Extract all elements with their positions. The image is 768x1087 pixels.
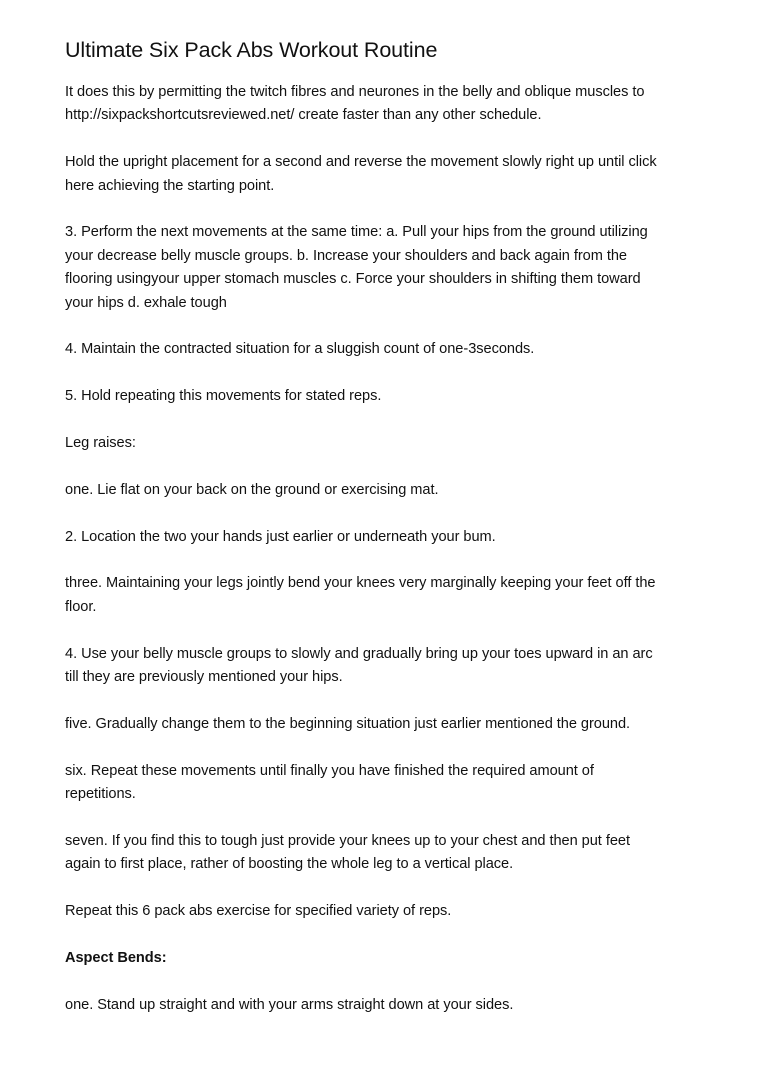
paragraph-line: one. Stand up straight and with your arms straight down at your sides. — [65, 996, 514, 1013]
paragraph-line: one. Lie flat on your back on the ground or exercising mat. — [65, 481, 439, 498]
paragraph — [65, 432, 715, 455]
paragraph-line: 3. Perform the next movements at the same time: a. Pull your hips from the ground utilizing — [65, 224, 648, 241]
paragraph — [65, 526, 715, 549]
paragraph — [65, 479, 715, 502]
paragraph-line: flooring usingyour upper stomach muscles c. Force your shoulders in shifting them toward — [65, 271, 641, 288]
paragraph-line: http://sixpackshortcutsreviewed.net/ create faster than any other schedule. — [65, 107, 542, 124]
document-content — [65, 37, 715, 1040]
document-title: Ultimate Six Pack Abs Workout Routine — [65, 38, 438, 62]
paragraph-list — [65, 81, 715, 1017]
paragraph-line: It does this by permitting the twitch fibres and neurones in the belly and oblique muscles to — [65, 84, 645, 100]
paragraph-line: Aspect Bends: — [65, 949, 167, 966]
paragraph-line: your decrease belly muscle groups. b. Increase your shoulders and back again from the — [65, 247, 627, 264]
paragraph — [65, 760, 715, 807]
paragraph-line: repetitions. — [65, 786, 136, 803]
paragraph-line: Leg raises: — [65, 435, 136, 452]
paragraph — [65, 994, 715, 1017]
paragraph-line: again to first place, rather of boosting the whole leg to a vertical place. — [65, 856, 514, 873]
paragraph — [65, 572, 715, 619]
paragraph — [65, 221, 715, 315]
paragraph — [65, 900, 715, 923]
paragraph — [65, 81, 715, 128]
paragraph — [65, 643, 715, 690]
paragraph — [65, 713, 715, 736]
paragraph — [65, 830, 715, 877]
paragraph-line: 5. Hold repeating this movements for stated reps. — [65, 388, 382, 405]
paragraph-line: here achieving the starting point. — [65, 177, 275, 194]
paragraph-line: floor. — [65, 598, 97, 615]
paragraph-line: 4. Use your belly muscle groups to slowly and gradually bring up your toes upward in an arc — [65, 645, 653, 662]
paragraph-line: six. Repeat these movements until finally you have finished the required amount of — [65, 762, 594, 779]
paragraph-line: 4. Maintain the contracted situation for a sluggish count of one-3seconds. — [65, 341, 535, 358]
paragraph — [65, 338, 715, 361]
section-heading — [65, 947, 715, 970]
paragraph — [65, 385, 715, 408]
paragraph-line: seven. If you find this to tough just provide your knees up to your chest and then put feet — [65, 832, 630, 849]
paragraph-line: your hips d. exhale tough — [65, 294, 227, 311]
paragraph-line: five. Gradually change them to the beginning situation just earlier mentioned the ground. — [65, 715, 631, 732]
paragraph — [65, 151, 715, 198]
paragraph-line: 2. Location the two your hands just earlier or underneath your bum. — [65, 528, 496, 545]
paragraph-line: Hold the upright placement for a second and reverse the movement slowly right up until click — [65, 154, 657, 171]
paragraph-line: till they are previously mentioned your hips. — [65, 669, 343, 686]
paragraph-line: Repeat this 6 pack abs exercise for specified variety of reps. — [65, 903, 452, 920]
paragraph-line: three. Maintaining your legs jointly bend your knees very marginally keeping your feet off the — [65, 575, 656, 592]
